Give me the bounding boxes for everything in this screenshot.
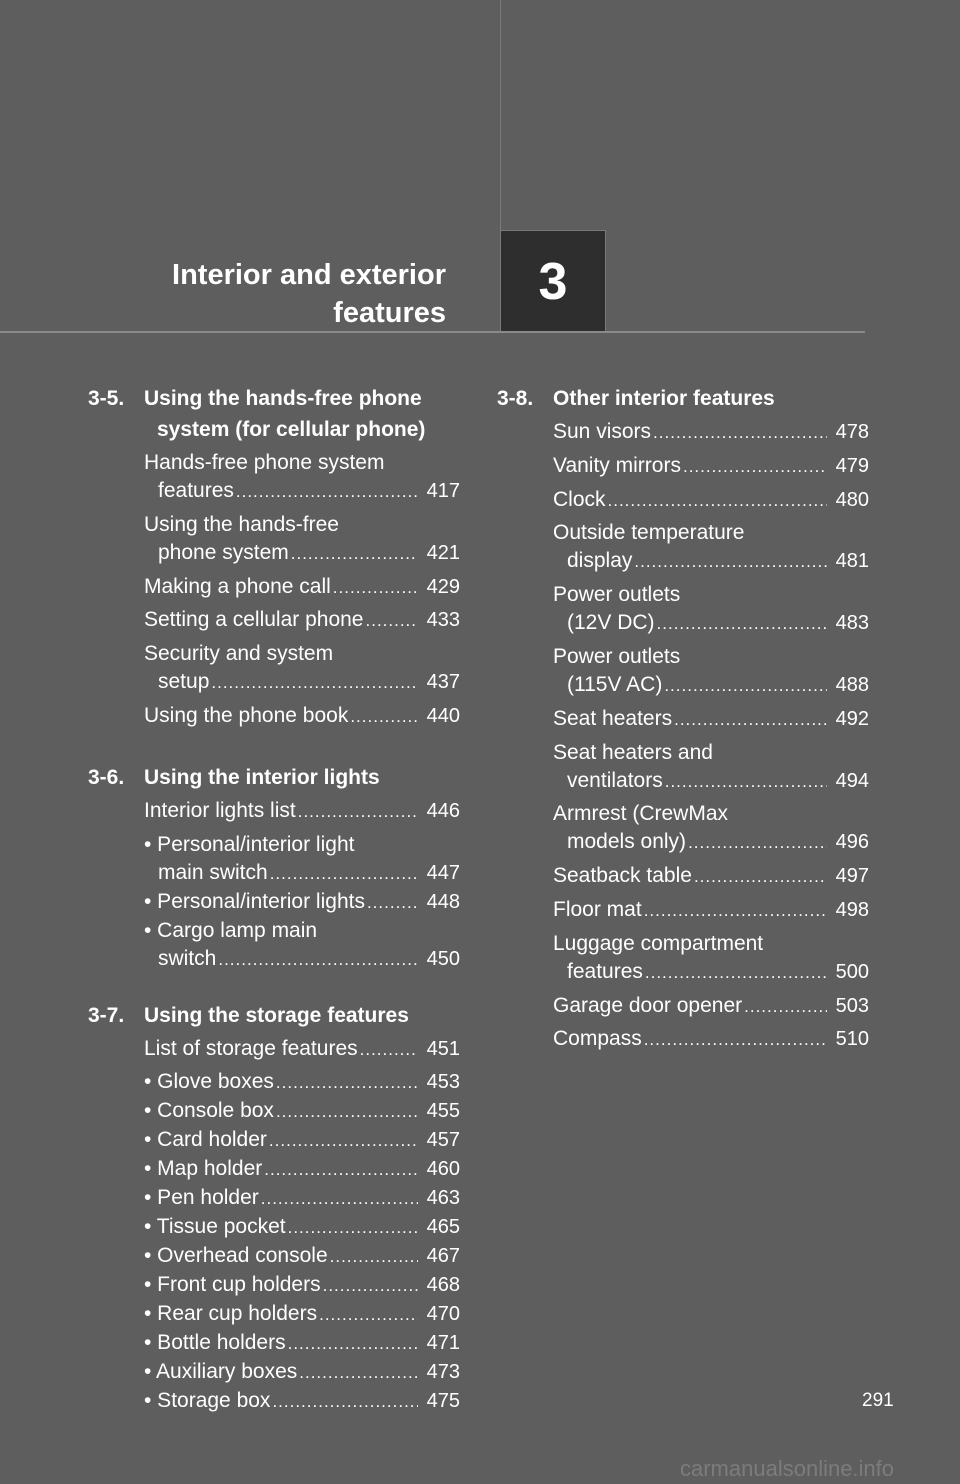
dot-leader	[299, 1359, 418, 1387]
toc-entry-label: Floor mat	[553, 897, 642, 921]
dot-leader	[694, 863, 827, 891]
dot-leader	[744, 993, 827, 1021]
toc-entry-label: Power outlets	[553, 583, 681, 607]
toc-entry[interactable]	[553, 486, 869, 515]
toc-entry-page: 488	[835, 673, 869, 696]
section-items	[553, 418, 869, 1054]
toc-entry-page: 503	[835, 994, 869, 1017]
toc-entry[interactable]	[553, 930, 869, 987]
toc-entry-label: • Console box	[144, 1099, 274, 1123]
toc-entry-page: 478	[835, 421, 869, 443]
toc-entry-row	[144, 1358, 460, 1387]
toc-entry[interactable]	[553, 1025, 869, 1054]
chapter-title	[26, 256, 446, 332]
toc-entry[interactable]	[144, 1271, 460, 1300]
dot-leader	[644, 897, 827, 925]
toc-entry[interactable]	[553, 862, 869, 891]
toc-entry-page: 463	[426, 1187, 460, 1210]
toc-entry[interactable]	[144, 797, 460, 826]
toc-entry-page: 498	[835, 898, 869, 921]
dot-leader	[330, 1243, 418, 1271]
dot-leader	[261, 1185, 418, 1213]
toc-entry-page: 481	[835, 550, 869, 573]
section-title	[553, 383, 869, 414]
section-title	[144, 1000, 460, 1031]
section-title-line1: Using the storage features	[144, 1003, 409, 1027]
toc-entry-label: • Glove boxes	[144, 1070, 274, 1094]
toc-entry-row	[144, 668, 460, 697]
toc-entry[interactable]	[144, 1358, 460, 1387]
toc-entry[interactable]	[144, 573, 460, 602]
toc-entry-row	[144, 1271, 460, 1300]
dot-leader	[366, 607, 419, 635]
toc-entry-row	[553, 992, 869, 1021]
dot-leader	[333, 574, 418, 602]
toc-entry[interactable]	[144, 917, 460, 974]
toc-entry-label: Security and system	[144, 642, 334, 666]
header-rule	[0, 331, 865, 333]
toc-entry-page: 433	[426, 609, 460, 632]
toc-entry[interactable]	[553, 452, 869, 481]
toc-entry-row	[144, 888, 460, 917]
toc-left-column	[88, 383, 460, 1416]
toc-entry-page: 446	[426, 799, 460, 822]
toc-entry-row	[144, 1213, 460, 1242]
toc-entry-label-cont: main switch	[158, 860, 268, 884]
toc-entry[interactable]	[144, 449, 460, 506]
toc-entry-row	[553, 418, 869, 447]
toc-entry-label: • Personal/interior light	[144, 832, 355, 856]
toc-entry-label: • Cargo lamp main	[144, 918, 318, 942]
toc-entry-page: 497	[835, 865, 869, 888]
toc-entry-page: 448	[426, 890, 460, 913]
toc-entry-page: 417	[426, 480, 460, 502]
toc-entry-label-cont: ventilators	[567, 768, 663, 792]
toc-entry-page: 494	[835, 769, 869, 792]
toc-entry-label: Setting a cellular phone	[144, 608, 364, 632]
toc-entry-row	[144, 1035, 460, 1064]
toc-entry[interactable]	[553, 800, 869, 857]
toc-entry-page: 483	[835, 612, 869, 635]
toc-entry-row	[144, 797, 460, 826]
dot-leader	[288, 1330, 418, 1358]
section-spacer	[88, 736, 460, 762]
toc-entry-label: Luggage compartment	[553, 931, 764, 955]
toc-entry-page: 429	[426, 575, 460, 598]
section-number: 3-8.	[497, 387, 534, 410]
section-heading	[497, 383, 869, 414]
dot-leader	[653, 419, 827, 447]
toc-entry[interactable]	[144, 888, 460, 917]
toc-entry-page: 437	[426, 671, 460, 694]
section-spacer	[88, 974, 460, 1000]
section-heading	[88, 762, 460, 793]
chapter-title-line2: features	[333, 297, 446, 329]
dot-leader	[674, 706, 827, 734]
toc-entry-label: • Tissue pocket	[144, 1215, 286, 1239]
dot-leader	[664, 672, 827, 700]
toc-entry-label: Using the phone book	[144, 703, 349, 727]
section-heading	[88, 383, 460, 445]
section-heading	[88, 1000, 460, 1031]
dot-leader	[319, 1301, 418, 1329]
toc-entry[interactable]	[144, 1387, 460, 1416]
section-items	[144, 449, 460, 731]
toc-entry[interactable]	[553, 581, 869, 638]
toc-entry-row	[144, 1242, 460, 1271]
section-title-line2: system (for cellular phone)	[157, 418, 426, 441]
header-divider-line	[500, 0, 501, 230]
toc-entry-page: 496	[835, 831, 869, 854]
toc-entry-label-cont: display	[567, 549, 633, 573]
dot-leader	[323, 1272, 418, 1300]
toc-entry-label: Seatback table	[553, 864, 692, 888]
toc-entry-row	[553, 452, 869, 481]
section-number: 3-7.	[88, 1003, 125, 1027]
toc-entry[interactable]	[144, 1035, 460, 1064]
section-title-line1: Other interior features	[553, 387, 775, 410]
toc-entry-row	[553, 828, 869, 857]
toc-entry-page: 450	[426, 947, 460, 970]
toc-entry-label-cont: switch	[158, 946, 217, 970]
toc-entry-label-cont: models only)	[567, 830, 687, 854]
toc-entry-row	[144, 1155, 460, 1184]
dot-leader	[291, 540, 418, 568]
toc-entry-label: Making a phone call	[144, 574, 331, 598]
toc-entry[interactable]	[553, 896, 869, 925]
toc-entry-page: 447	[426, 861, 460, 884]
toc-entry[interactable]	[553, 705, 869, 734]
section-title-line1: Using the hands-free phone	[144, 387, 422, 410]
toc-entry[interactable]	[144, 1329, 460, 1358]
toc-entry-row	[553, 705, 869, 734]
dot-leader	[608, 487, 827, 515]
toc-entry-page: 475	[426, 1390, 460, 1413]
section-title-line1: Using the interior lights	[144, 765, 380, 789]
toc-entry-row	[553, 486, 869, 515]
toc-entry-label: Armrest (CrewMax	[553, 802, 729, 826]
toc-entry-label-cont: (12V DC)	[567, 611, 655, 635]
toc-entry[interactable]	[144, 1184, 460, 1213]
toc-entry-row	[553, 671, 869, 700]
toc-entry-row	[144, 702, 460, 731]
toc-entry-row	[553, 862, 869, 891]
toc-entry-label-cont: features	[158, 479, 234, 502]
toc-entry[interactable]	[553, 418, 869, 447]
toc-entry-label: Sun visors	[553, 420, 652, 443]
toc-entry[interactable]	[144, 1242, 460, 1271]
toc-entry-label-cont: phone system	[158, 540, 289, 564]
toc-right-column	[497, 383, 869, 1059]
toc-entry-page: 467	[426, 1245, 460, 1268]
toc-entry[interactable]	[553, 992, 869, 1021]
section-number: 3-6.	[88, 765, 125, 789]
toc-entry-page: 510	[835, 1028, 869, 1051]
toc-entry-label: • Personal/interior lights	[144, 889, 365, 913]
toc-entry-row	[553, 896, 869, 925]
toc-entry[interactable]	[553, 519, 869, 576]
chapter-title-line1: Interior and exterior	[172, 259, 446, 291]
toc-entry-row	[144, 1126, 460, 1155]
toc-entry-page: 471	[426, 1332, 460, 1355]
toc-entry-page: 453	[426, 1071, 460, 1094]
chapter-number-tab	[500, 230, 606, 333]
toc-entry-label: Seat heaters and	[553, 740, 713, 764]
toc-entry-row	[144, 1068, 460, 1097]
toc-entry-label: • Pen holder	[144, 1186, 259, 1210]
page-number: 291	[862, 1390, 894, 1411]
toc-entry[interactable]	[144, 1213, 460, 1242]
toc-entry-label: Seat heaters	[553, 706, 673, 730]
toc-entry-page: 457	[426, 1129, 460, 1152]
toc-entry-label: Clock	[553, 487, 606, 511]
toc-entry-page: 500	[835, 960, 869, 983]
toc-entry-label: • Card holder	[144, 1128, 267, 1152]
toc-entry-label-cont: (115V AC)	[567, 672, 663, 696]
toc-entry-label: Vanity mirrors	[553, 453, 681, 477]
toc-entry-label: • Overhead console	[144, 1244, 328, 1268]
toc-entry-label: List of storage features	[144, 1036, 358, 1060]
toc-entry[interactable]	[144, 640, 460, 697]
toc-entry-label: Interior lights list	[144, 798, 296, 822]
toc-entry-row	[144, 1184, 460, 1213]
dot-leader	[645, 959, 827, 987]
toc-entry-page: 479	[835, 454, 869, 477]
toc-entry-label: Power outlets	[553, 644, 681, 668]
toc-entry-page: 492	[835, 707, 869, 730]
toc-entry-row	[553, 1025, 869, 1054]
toc-entry-page: 470	[426, 1303, 460, 1326]
toc-entry[interactable]	[553, 739, 869, 796]
toc-entry-row	[144, 1387, 460, 1416]
toc-entry-label: • Map holder	[144, 1157, 263, 1181]
toc-entry-label-cont: features	[567, 959, 643, 983]
toc-entry-row	[144, 606, 460, 635]
dot-leader	[264, 1156, 418, 1184]
section-items	[144, 1035, 460, 1417]
toc-entry-label: • Rear cup holders	[144, 1302, 318, 1326]
toc-entry-label: Compass	[553, 1027, 642, 1051]
dot-leader	[218, 946, 418, 974]
toc-entry-row	[144, 1300, 460, 1329]
toc-entry-label: • Storage box	[144, 1389, 271, 1413]
dot-leader	[236, 478, 418, 506]
dot-leader	[688, 829, 827, 857]
dot-leader	[270, 860, 418, 888]
toc-entry-row	[144, 1329, 460, 1358]
toc-entry-label: Outside temperature	[553, 521, 745, 545]
toc-entry-page: 440	[426, 704, 460, 727]
toc-entry[interactable]	[144, 1300, 460, 1329]
toc-entry-row	[144, 573, 460, 602]
dot-leader	[657, 610, 827, 638]
dot-leader	[288, 1214, 418, 1242]
dot-leader	[211, 669, 418, 697]
section-title	[144, 383, 460, 445]
dot-leader	[272, 1388, 418, 1416]
toc-entry-page: 465	[426, 1216, 460, 1239]
chapter-number: 3	[538, 253, 568, 311]
section-number: 3-5.	[88, 387, 125, 410]
section-title	[144, 762, 460, 793]
toc-entry[interactable]	[144, 1068, 460, 1097]
toc-entry-label: • Auxiliary boxes	[144, 1360, 298, 1384]
toc-entry-page: 473	[426, 1361, 460, 1384]
dot-leader	[269, 1127, 418, 1155]
toc-entry-label: • Bottle holders	[144, 1331, 286, 1355]
toc-entry-page: 421	[426, 541, 460, 564]
dot-leader	[367, 889, 418, 917]
toc-entry-label: • Front cup holders	[144, 1273, 321, 1297]
toc-entry-page: 468	[426, 1274, 460, 1297]
dot-leader	[665, 768, 827, 796]
toc-entry-label: Garage door opener	[553, 993, 743, 1017]
dot-leader	[360, 1036, 418, 1064]
dot-leader	[644, 1026, 827, 1054]
toc-entry[interactable]	[144, 606, 460, 635]
toc-entry-row	[553, 767, 869, 796]
toc-entry[interactable]	[144, 831, 460, 888]
toc-entry[interactable]	[144, 1126, 460, 1155]
toc-entry-row	[144, 539, 460, 568]
toc-entry-row	[144, 945, 460, 974]
toc-entry-page: 451	[426, 1037, 460, 1060]
toc-entry-label: Using the hands-free	[144, 512, 339, 536]
dot-leader	[276, 1069, 418, 1097]
toc-entry-row	[553, 609, 869, 638]
toc-entry-page: 455	[426, 1100, 460, 1123]
toc-entry-row	[144, 477, 460, 506]
section-items	[144, 797, 460, 974]
toc-entry[interactable]	[144, 1097, 460, 1126]
toc-entry-page: 460	[426, 1158, 460, 1181]
toc-entry-label: Hands-free phone system	[144, 451, 385, 474]
toc-entry-row	[553, 958, 869, 987]
toc-entry-row	[144, 859, 460, 888]
dot-leader	[276, 1098, 418, 1126]
dot-leader	[298, 798, 418, 826]
toc-entry[interactable]	[144, 1155, 460, 1184]
dot-leader	[634, 548, 827, 576]
toc-entry[interactable]	[553, 643, 869, 700]
toc-entry-row	[144, 1097, 460, 1126]
toc-entry[interactable]	[144, 702, 460, 731]
toc-entry-label-cont: setup	[158, 670, 210, 694]
dot-leader	[350, 703, 418, 731]
toc-entry-row	[553, 547, 869, 576]
toc-entry-page: 480	[835, 488, 869, 511]
dot-leader	[683, 453, 827, 481]
watermark: carmanualsonline.info	[680, 1456, 895, 1481]
toc-entry[interactable]	[144, 511, 460, 568]
